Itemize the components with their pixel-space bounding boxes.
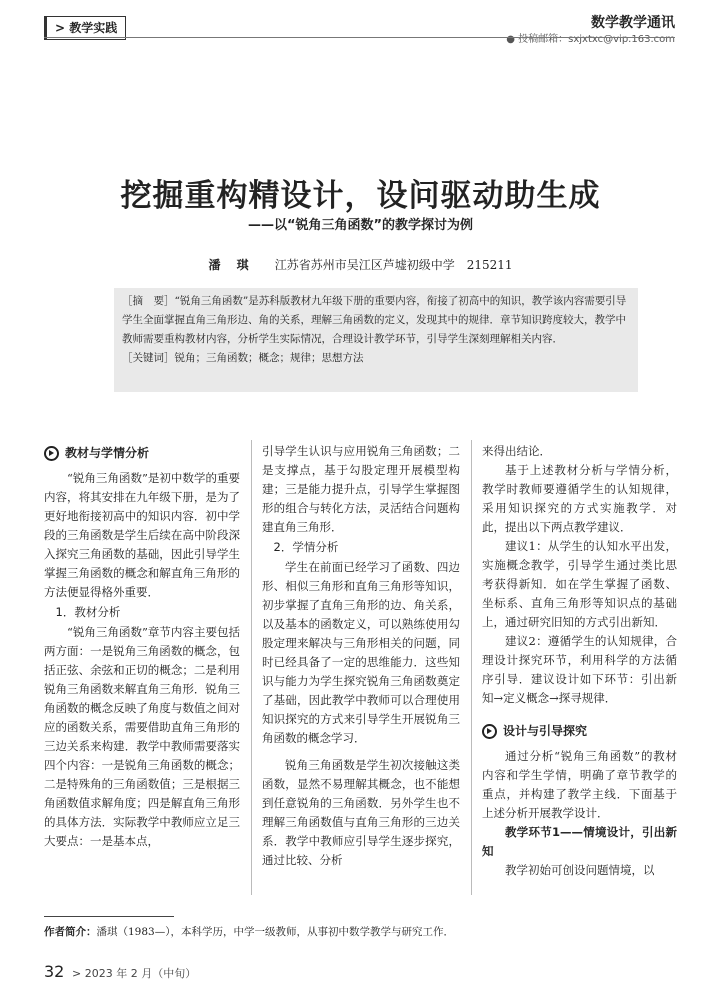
abstract xyxy=(122,292,630,349)
teaching-step-heading: 教学环节1——情境设计，引出新知 xyxy=(482,825,677,858)
paragraph: 建议1：从学生的认知水平出发，实施概念教学，引导学生通过类比思考获得新知．如在学生掌握了函数、坐标系、直角三角形等知识点的基础上，通过研究旧知的方式引出新知． xyxy=(482,539,677,629)
abstract-box xyxy=(114,288,638,392)
section-title: 设计与引导探究 xyxy=(503,724,588,738)
section-heading xyxy=(44,444,240,463)
paragraph: “锐角三角函数”是初中数学的重要内容，将其安排在九年级下册，是为了更好地衔接初高中的知识内容．初中学段的三角函数是学生后续在高中阶段深入探究三角函数的基础，因此引导学生掌握三角函数的概念和解直角三角形的方法便显得格外重要． xyxy=(44,471,240,599)
column-1 xyxy=(44,442,240,851)
column-divider xyxy=(251,440,252,895)
author-affiliation: 江苏省苏州市吴江区芦墟初级中学 215211 xyxy=(274,258,513,272)
article-title: 挖掘重构精设计，设问驱动助生成 xyxy=(120,178,601,214)
paragraph: 通过分析“锐角三角函数”的教材内容和学生学情，明确了章节教学的重点，并构建了教学主线．下面基于上述分析开展教学设计． xyxy=(482,749,677,820)
column-2 xyxy=(262,442,460,870)
footnote-label: 作者简介： xyxy=(44,926,97,938)
paragraph: “锐角三角函数”章节内容主要包括两方面：一是锐角三角函数的概念，包括正弦、余弦和正切的概念；二是利用锐角三角函数来解直角三角形．锐角三角函数的概念反映了角度与数值之间对应的函数关系，需要借助直角三角形的三边关系来构建．教学中教师需要落实四个内容：一是锐角三角函数的概念；二是特殊角的三角函数值；三是根据三角函数值求解角度；四是解直角三角形的具体方法．实际教学中教师应立足三大要点：一是基本点， xyxy=(44,625,240,848)
author-footnote xyxy=(44,924,454,939)
paragraph: 来得出结论． xyxy=(482,444,551,458)
section-title: 教材与学情分析 xyxy=(65,446,150,460)
page-number: 32 xyxy=(44,962,65,981)
author-name: 潘 琪 xyxy=(208,258,255,272)
paragraph: 教学初始可创设问题情境，以 xyxy=(505,863,655,877)
column-3 xyxy=(482,442,677,880)
keywords-label: ［关键词］ xyxy=(122,352,175,364)
paragraph: 基于上述教材分析与学情分析，教学时教师要遵循学生的认知规律，采用知识探究的方式实施教学．对此，提出以下两点教学建议． xyxy=(482,463,677,534)
issue-date: > 2023 年 2 月（中旬） xyxy=(72,967,197,980)
paragraph: 建议2：遵循学生的认知规律，合理设计探究环节，利用科学的方法循序引导．建议设计如下环节：引出新知→定义概念→探寻规律． xyxy=(482,634,677,705)
footnote-divider xyxy=(44,916,174,917)
footnote-text: 潘琪（1983—），本科学历，中学一级教师，从事初中数学教学与研究工作． xyxy=(96,926,454,938)
paragraph: 引导学生认识与应用锐角三角函数；二是支撑点，基于勾股定理开展模型构建；三是能力提升点，引导学生掌握图形的组合与转化方法，灵活结合问题构建直角三角形． xyxy=(262,444,460,534)
article-subtitle: ——以“锐角三角函数”的教学探讨为例 xyxy=(247,218,474,233)
keywords-text: 锐角；三角函数；概念；规律；思想方法 xyxy=(174,352,364,364)
journal-name: 数学教学通讯 xyxy=(591,15,675,31)
subsection-heading: 1．教材分析 xyxy=(55,605,121,619)
header-divider xyxy=(44,37,675,38)
section-heading xyxy=(482,722,677,741)
abstract-text: “锐角三角函数”是苏科版教材九年级下册的重要内容，衔接了初高中的知识，教学该内容需要引导学生全面掌握直角三角形边、角的关系，理解三角函数的定义，发现其中的规律．章节知识跨度较大，教学中教师需要重构教材内容，分析学生实际情况，合理设计教学环节，引导学生深刻理解相关内容． xyxy=(122,295,627,345)
play-circle-icon xyxy=(44,446,59,461)
submission-email: ● 投稿邮箱：sxjxtxc@vip.163.com xyxy=(506,34,675,45)
play-circle-icon xyxy=(482,724,497,739)
section-tag: > 教学实践 xyxy=(44,16,126,40)
subsection-heading: 2．学情分析 xyxy=(273,540,339,554)
column-divider xyxy=(471,440,472,895)
author-line xyxy=(0,256,721,273)
abstract-label: ［摘 要］ xyxy=(122,295,175,307)
paragraph: 学生在前面已经学习了函数、四边形、相似三角形和直角三角形等知识，初步掌握了直角三角形的边、角关系，以及基本的函数定义，可以熟练使用勾股定理来解决与三角形相关的问题，同时已经具备了一定的思维能力．这些知识与能力为学生探究锐角三角函数奠定了基础，因此教学中教师可以合理使用知识探究的方式来引导学生开展锐角三角函数的概念学习． xyxy=(262,560,460,745)
keywords xyxy=(122,349,630,368)
paragraph: 锐角三角函数是学生初次接触这类函数，显然不易理解其概念，也不能想到任意锐角的三角函数．另外学生也不理解三角函数值与直角三角形的三边关系．教学中教师应引导学生逐步探究，通过比较、分析 xyxy=(262,758,460,867)
